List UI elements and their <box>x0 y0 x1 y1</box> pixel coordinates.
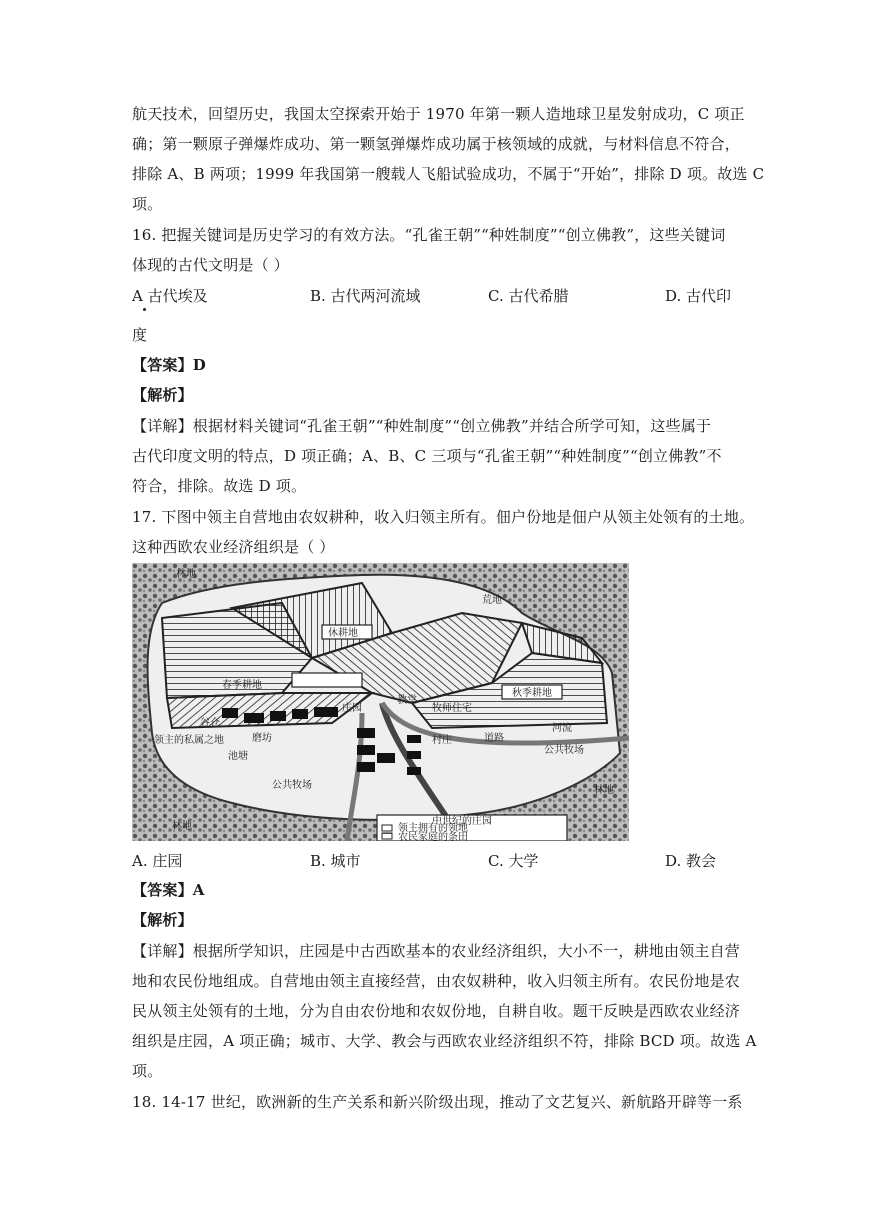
label-common-pasture-2: 公共牧场 <box>272 780 312 791</box>
legend-title: 中世纪的庄园 <box>432 816 492 827</box>
question-18-stem: 18. 14-17 世纪，欧洲新的生产关系和新兴阶级出现，推动了文艺复兴、新航路开辟等一系 <box>132 1093 743 1111</box>
detail-16: 【详解】根据材料关键词“孔雀王朝”“种姓制度”“创立佛教”并结合所学可知，这些属于 <box>132 417 712 435</box>
detail-17: 项。 <box>132 1062 163 1080</box>
label-road: 道路 <box>484 733 504 744</box>
option-d-wrap: 度 <box>132 326 148 344</box>
detail-16: 古代印度文明的特点，D 项正确；A、B、C 三项与“孔雀王朝”“种姓制度”“创立佛教”不 <box>132 447 722 465</box>
paragraph-line: 航天技术，回望历史，我国太空探索开始于 1970 年第一颗人造地球卫星发射成功，C 项正 <box>132 105 745 123</box>
label-wasteland: 荒地 <box>482 595 502 606</box>
label-village: 村庄 <box>432 735 452 746</box>
analysis-head-16: 【解析】 <box>132 386 193 404</box>
option-a: A. 庄园 <box>132 852 183 870</box>
paragraph-line: 排除 A、B 两项；1999 年我国第一艘载人飞船试验成功，不属于“开始”，排除 D 项。故选 C <box>132 165 765 183</box>
option-d: D. 古代印 <box>665 287 732 305</box>
label-river: 河流 <box>552 723 572 734</box>
label-warehouse: 谷仓 <box>200 718 220 729</box>
label-common-pasture-1: 公共牧场 <box>544 745 584 756</box>
label-forest-bottom: 林地 <box>172 821 192 832</box>
option-b: B. 古代两河流域 <box>310 287 421 305</box>
detail-17: 地和农民份地组成。自营地由领主直接经营，由农奴耕种，收入归领主所有。农民份地是农 <box>132 972 741 990</box>
manor-map <box>132 563 629 841</box>
answer-16: 【答案】D <box>132 356 207 374</box>
legend-peasant: 农民家庭的条田 <box>398 832 468 841</box>
option-c: C. 古代希腊 <box>488 287 569 305</box>
option-a: A 古代埃及 <box>132 287 208 305</box>
detail-16: 符合，排除。故选 D 项。 <box>132 477 307 495</box>
question-17-stem: 17. 下图中领主自营地由农奴耕种，收入归领主所有。佃户份地是佃户从领主处领有的土地。 <box>132 508 755 526</box>
paragraph-line: 确；第一颗原子弹爆炸成功、第一颗氢弹爆炸成功属于核领域的成就，与材料信息不符合， <box>132 135 741 153</box>
dot-mark <box>143 308 146 311</box>
detail-17: 民从领主处领有的土地，分为自由农份地和农奴份地，自耕自收。题干反映是西欧农业经济 <box>132 1002 741 1020</box>
detail-17: 组织是庄园，A 项正确；城市、大学、教会与西欧农业经济组织不符，排除 BCD 项。故选 A <box>132 1032 757 1050</box>
legend-lord: 领主拥有的领地 <box>398 823 468 834</box>
label-fallow: 休耕地 <box>328 628 358 639</box>
label-forest-top: 林地 <box>176 569 196 580</box>
option-c: C. 大学 <box>488 852 539 870</box>
question-17-stem: 这种西欧农业经济组织是（ ） <box>132 538 335 556</box>
option-d: D. 教会 <box>665 852 717 870</box>
label-church: 教堂 <box>397 695 417 706</box>
option-b: B. 城市 <box>310 852 361 870</box>
label-mill: 磨坊 <box>252 733 272 744</box>
label-lord-land: 领主的私属之地 <box>154 735 224 746</box>
answer-17: 【答案】A <box>132 881 205 899</box>
question-16-stem: 体现的古代文明是（ ） <box>132 256 289 274</box>
manor-map-figure <box>132 563 629 841</box>
paragraph-line: 项。 <box>132 195 163 213</box>
label-manor: 庄园 <box>342 703 362 714</box>
label-parsonage: 牧师住宅 <box>432 703 472 714</box>
label-spring-field: 春季耕地 <box>222 680 262 691</box>
label-autumn-field: 秋季耕地 <box>512 688 552 699</box>
question-16-stem: 16. 把握关键词是历史学习的有效方法。“孔雀王朝”“种姓制度”“创立佛教”，这些关键词 <box>132 226 726 244</box>
detail-17: 【详解】根据所学知识，庄园是中古西欧基本的农业经济组织，大小不一，耕地由领主自营 <box>132 942 741 960</box>
analysis-head-17: 【解析】 <box>132 911 193 929</box>
label-pond: 池塘 <box>228 751 248 762</box>
label-forest-right: 林地 <box>594 785 614 796</box>
